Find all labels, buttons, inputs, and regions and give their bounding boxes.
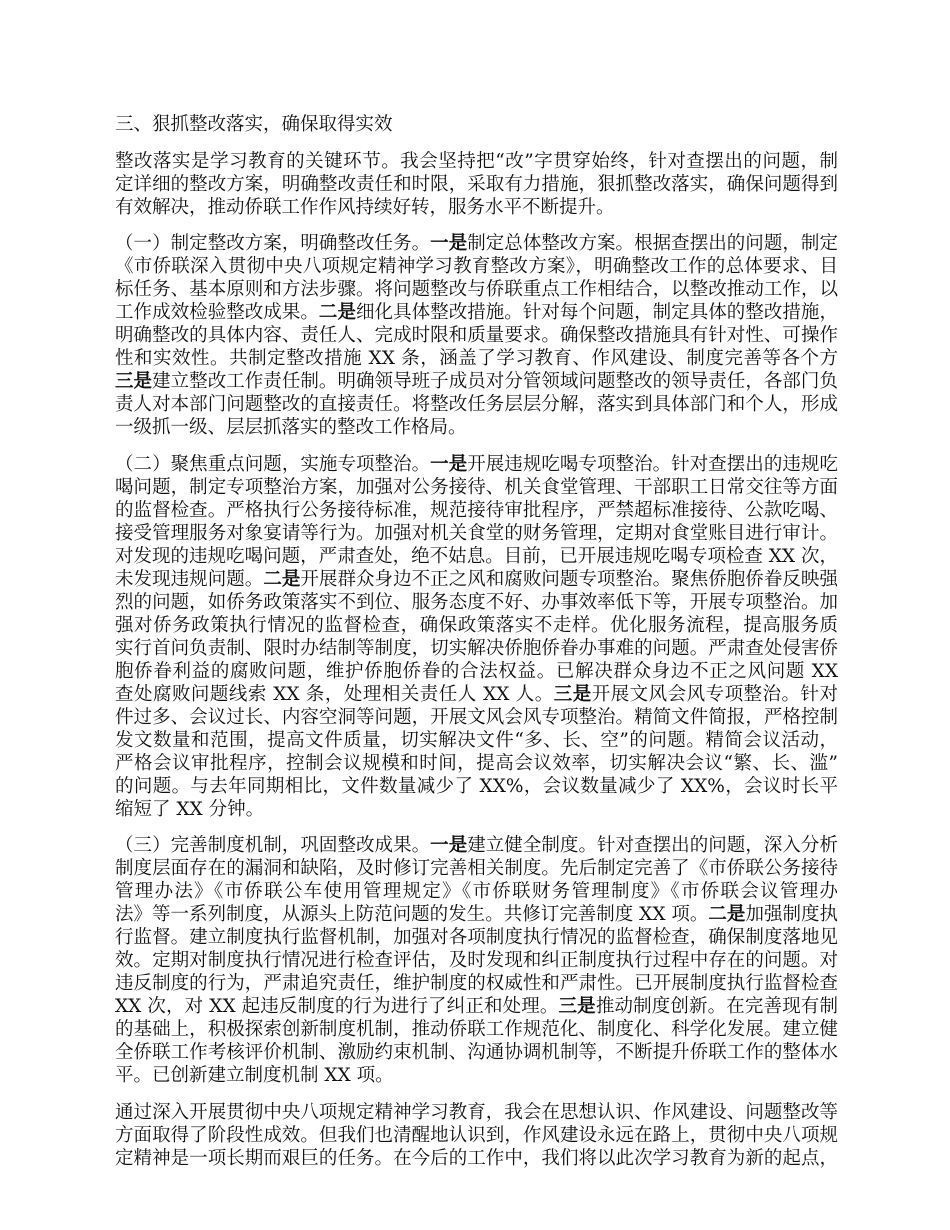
text-line: 喝问题，制定专项整治方案，加强对公务接待、机关食堂管理、干部职工日常交往等方面 <box>115 476 838 498</box>
text-line: （二）聚焦重点问题，实施专项整治。一是开展违规吃喝专项整治。针对查摆出的违规吃 <box>115 453 838 475</box>
text-line: 性和实效性。共制定整改措施 XX 条，涵盖了学习教育、作风建设、制度完善等各个方 <box>115 348 838 369</box>
text-line: 效。定期对制度执行情况进行检查评估，及时发现和纠正制度执行过程中存在的问题。对 <box>115 950 838 971</box>
text-line: 通过深入开展贯彻中央八项规定精神学习教育，我会在思想认识、作风建设、问题整改等 <box>115 1101 838 1123</box>
text-line: 方面取得了阶段性成效。但我们也清醒地认识到，作风建设永远在路上，贯彻中央八项规 <box>115 1124 838 1146</box>
text-line: 工作成效检验整改成果。二是细化具体整改措施。针对每个问题，制定具体的整改措施， <box>115 302 838 323</box>
text-line: 平。已创新建立制度机制 XX 项。 <box>115 1065 394 1086</box>
bold-enumerator: 一是 <box>430 835 468 856</box>
text-line: 明确整改的具体内容、责任人、完成时限和质量要求。确保整改措施具有针对性、可操作 <box>115 325 838 346</box>
document-body <box>115 150 838 1170</box>
text-line: 全侨联工作考核评价机制、激励约束机制、沟通协调机制等，不断提升侨联工作的整体水 <box>115 1042 838 1063</box>
text-line: 强对侨务政策执行情况的监督检查，确保政策落实不走样。优化服务流程，提高服务质 <box>115 614 838 636</box>
text-line: XX 次，对 XX 起违反制度的行为进行了纠正和处理。三是推动制度创新。在完善现有制 <box>115 996 838 1017</box>
bold-enumerator: 三是 <box>553 683 592 705</box>
paragraph <box>115 232 838 439</box>
text-line: 责人对本部门问题整改的直接责任。将整改任务层层分解，落实到具体部门和个人，形成 <box>115 394 838 415</box>
text-line: 缩短了 XX 分钟。 <box>115 798 265 820</box>
text-line: 未发现违规问题。二是开展群众身边不正之风和腐败问题专项整治。聚焦侨胞侨眷反映强 <box>115 568 838 590</box>
bold-enumerator: 一是 <box>430 233 468 254</box>
text-line: 严格会议审批程序，控制会议规模和时间，提高会议效率，切实解决会议“繁、长、滥” <box>115 752 838 774</box>
bold-enumerator: 一是 <box>430 453 468 475</box>
text-line: （一）制定整改方案，明确整改任务。一是制定总体整改方案。根据查摆出的问题，制定 <box>115 233 838 254</box>
text-line: 实行首问负责制、限时办结制等制度，切实解决侨胞侨眷办事难的问题。严肃查处侵害侨 <box>115 637 838 659</box>
text-line: 三是建立整改工作责任制。明确领导班子成员对分管领域问题整改的领导责任，各部门负 <box>115 371 838 392</box>
text-line: 发文数量和范围，提高文件质量，切实解决文件“多、长、空”的问题。精简会议活动， <box>115 729 838 751</box>
text-line: 对发现的违规吃喝问题，严肃查处，绝不姑息。目前，已开展违规吃喝专项检查 XX 次， <box>115 545 838 567</box>
paragraph <box>115 1101 838 1170</box>
text-line: 定详细的整改方案，明确整改责任和时限，采取有力措施，狠抓整改落实，确保问题得到 <box>115 173 838 195</box>
text-line: 管理办法》《市侨联公车使用管理规定》《市侨联财务管理制度》《市侨联会议管理办 <box>115 881 838 902</box>
text-line: 的监督检查。严格执行公务接待标准，规范接待审批程序，严禁超标准接待、公款吃喝、 <box>115 499 838 521</box>
text-line: 法》等一系列制度，从源头上防范问题的发生。共修订完善制度 XX 项。二是加强制度执 <box>115 904 838 925</box>
text-line: 有效解决，推动侨联工作作风持续好转，服务水平不断提升。 <box>115 196 615 218</box>
text-line: 制度层面存在的漏洞和缺陷，及时修订完善相关制度。先后制定完善了《市侨联公务接待 <box>115 858 838 879</box>
text-line: 的问题。与去年同期相比，文件数量减少了 XX%，会议数量减少了 XX%，会议时长平 <box>115 775 838 797</box>
bold-enumerator: 三是 <box>558 996 596 1017</box>
text-line: 定精神是一项长期而艰巨的任务。在今后的工作中，我们将以此次学习教育为新的起点， <box>115 1147 838 1169</box>
bold-enumerator: 二是 <box>318 302 356 323</box>
bold-enumerator: 三是 <box>115 371 153 392</box>
text-line: 违反制度的行为，严肃追究责任，维护制度的权威性和严肃性。已开展制度执行监督检查 <box>115 973 838 994</box>
text-line: 《市侨联深入贯彻中央八项规定精神学习教育整改方案》，明确整改工作的总体要求、目 <box>115 256 838 277</box>
text-line: 标任务、基本原则和方法步骤。将问题整改与侨联重点工作相结合，以整改推动工作，以 <box>115 279 838 300</box>
text-line: （三）完善制度机制，巩固整改成果。一是建立健全制度。针对查摆出的问题，深入分析 <box>115 835 838 856</box>
text-line: 胞侨眷利益的腐败问题，维护侨胞侨眷的合法权益。已解决群众身边不正之风问题 XX <box>115 660 838 682</box>
paragraph <box>115 834 838 1087</box>
text-line: 整改落实是学习教育的关键环节。我会坚持把“改”字贯穿始终，针对查摆出的问题，制 <box>115 150 838 172</box>
paragraph <box>115 453 838 821</box>
bold-enumerator: 二是 <box>708 904 746 925</box>
text-line: 接受管理服务对象宴请等行为。加强对机关食堂的财务管理，定期对食堂账目进行审计。 <box>115 522 838 544</box>
text-line: 行监督。建立制度执行监督机制，加强对各项制度执行情况的监督检查，确保制度落地见 <box>115 927 838 948</box>
text-line: 查处腐败问题线索 XX 条，处理相关责任人 XX 人。三是开展文风会风专项整治。针对 <box>115 683 838 705</box>
document-page <box>115 113 838 1183</box>
paragraph <box>115 150 838 219</box>
text-line: 烈的问题，如侨务政策落实不到位、服务态度不好、办事效率低下等，开展专项整治。加 <box>115 591 838 613</box>
text-line: 件过多、会议过长、内容空洞等问题，开展文风会风专项整治。精简文件简报，严格控制 <box>115 706 838 728</box>
section-title: 三、狠抓整改落实，确保取得实效 <box>115 114 393 135</box>
bold-enumerator: 二是 <box>263 568 301 590</box>
text-line: 一级抓一级、层层抓落实的整改工作格局。 <box>115 417 467 438</box>
text-line: 的基础上，积极探索创新制度机制，推动侨联工作规范化、制度化、科学化发展。建立健 <box>115 1019 838 1040</box>
